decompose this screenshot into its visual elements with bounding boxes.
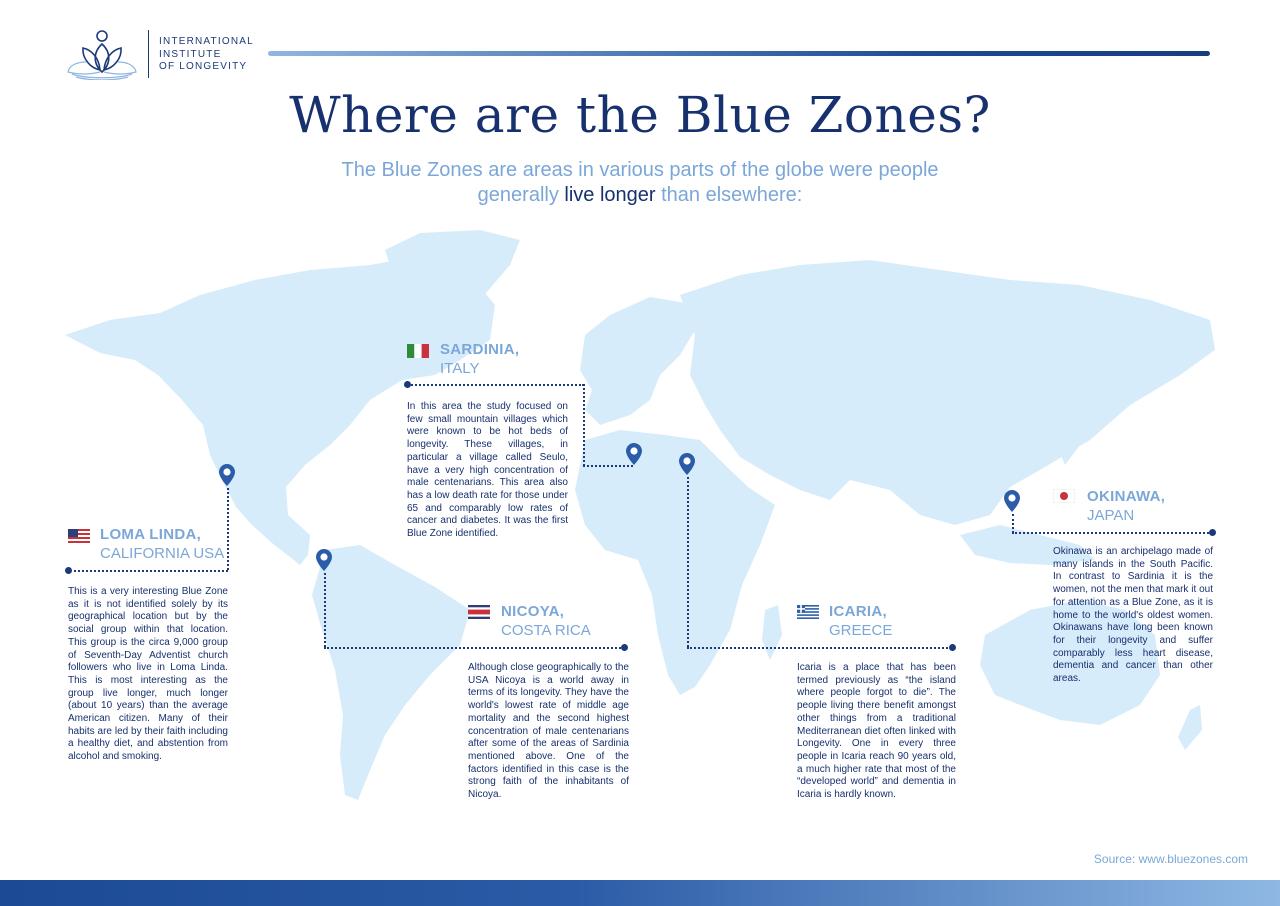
brand-name-line: INSTITUTE: [159, 48, 222, 60]
nicoya-description: Although close geographically to the USA Nicoya is a world away in terms of its longevity. They have the world's lowest rate of middle age mortality and the second highest concentration of male centenarians after some of the areas of Sardinia mentioned above. One of the factors identified in this case is the strong faith of the inhabitants of Nicoya.: [468, 662, 629, 801]
sardinia-leader-top: [408, 384, 584, 386]
usa-flag-icon: [68, 529, 90, 543]
icaria-region: GREECE: [829, 622, 893, 639]
okinawa-leader-dot: [1209, 529, 1216, 536]
icaria-leader-vertical: [687, 477, 689, 647]
subtitle-highlight: live longer: [564, 184, 656, 206]
nicoya-pin-icon[interactable]: [316, 549, 332, 571]
japan-flag-icon: [1053, 489, 1075, 503]
greece-flag-icon: [797, 605, 819, 619]
icaria-leader-horizontal: [687, 647, 952, 649]
brand-name-line: INTERNATIONAL: [159, 36, 254, 47]
icaria-leader-dot: [949, 644, 956, 651]
footer-bar: [0, 880, 1280, 906]
loma-linda-description: This is a very interesting Blue Zone as it is not identified solely by its geographical location but by the social group within that location. This group is the circa 9,000 group of Seventh-Day Adventist church followers who live in Loma Linda. This is most interesting as the group live longer, much longer (about 10 years) than the average American citizen. Many of their habits are led by their faith including a healthy diet, and abstention from alcohol and smoking.: [68, 586, 228, 763]
okinawa-pin-icon[interactable]: [1004, 490, 1020, 512]
okinawa-description: Okinawa is an archipelago made of many islands in the South Pacific. In contrast to Sardinia it is the women, not the men that mark it out for attention as a Blue Zone, as it is home to the world's oldest women. Okinawans have long been known for their longevity and suffer comparably less heart disease, dementia and cancer than other areas.: [1053, 546, 1213, 685]
okinawa-leader-vertical: [1012, 514, 1014, 533]
madagascar-landmass: [762, 605, 782, 660]
header-rule: [268, 51, 1210, 56]
sardinia-leader-bottom: [583, 465, 633, 467]
costa-rica-flag-icon: [468, 605, 490, 619]
loma-linda-pin-icon[interactable]: [219, 464, 235, 486]
nicoya-leader-horizontal: [324, 647, 624, 649]
subtitle-line-1: The Blue Zones are areas in various parts of the globe were people: [341, 159, 939, 181]
nicoya-name: NICOYA,: [501, 603, 565, 620]
okinawa-region: JAPAN: [1087, 507, 1135, 524]
sardinia-region: ITALY: [440, 360, 480, 377]
okinawa-leader-horizontal: [1012, 532, 1212, 534]
icaria-description: Icaria is a place that has been termed previously as “the island where people forgot to die”. The people living there benefit amongst other things from a traditional Mediterranean diet often linked with Longevity. One in every three people in Icaria reach 90 years old, a much higher rate that most of the “developed world” and dementia in Icaria is hardly known.: [797, 662, 956, 801]
subtitle-post: than elsewhere:: [655, 184, 803, 206]
brand-name: [159, 36, 254, 74]
sardinia-leader-vertical: [583, 384, 585, 466]
loma-linda-leader-vertical: [227, 488, 229, 570]
loma-linda-leader-horizontal: [69, 570, 228, 572]
sardinia-description: In this area the study focused on few small mountain villages which were known to be hot beds of longevity. These villages, in particular a village called Seulo, have a very high concentration of male centenarians. This area also has a low death rate for those under 65 and comparably low rates of cancer and diabetes. It was the first Blue Zone identified.: [407, 401, 568, 540]
subtitle-pre: generally: [477, 184, 565, 206]
new-zealand-landmass: [1178, 705, 1202, 750]
loma-linda-leader-dot: [65, 567, 72, 574]
source-credit: Source: www.bluezones.com: [1093, 852, 1248, 866]
sardinia-pin-icon[interactable]: [626, 443, 642, 465]
nicoya-leader-dot: [621, 644, 628, 651]
italy-flag-icon: [407, 344, 429, 358]
loma-linda-name: LOMA LINDA,: [100, 526, 202, 543]
page-title: Where are the Blue Zones?: [289, 86, 991, 144]
africa-landmass: [575, 430, 775, 695]
lotus-logo-icon: [66, 28, 138, 80]
south-america-landmass: [312, 545, 470, 800]
sardinia-name: SARDINIA,: [440, 341, 520, 358]
nicoya-leader-vertical: [324, 573, 326, 647]
subtitle-line-2: [300, 183, 980, 208]
loma-linda-region: CALIFORNIA USA: [100, 545, 225, 562]
icaria-pin-icon[interactable]: [679, 453, 695, 475]
asia-landmass: [680, 260, 1215, 525]
icaria-name: ICARIA,: [829, 603, 887, 620]
brand-name-line: OF LONGEVITY: [159, 61, 248, 72]
logo-divider: [148, 30, 149, 78]
okinawa-name: OKINAWA,: [1087, 488, 1166, 505]
nicoya-region: COSTA RICA: [501, 622, 591, 639]
page-subtitle: [300, 158, 980, 208]
